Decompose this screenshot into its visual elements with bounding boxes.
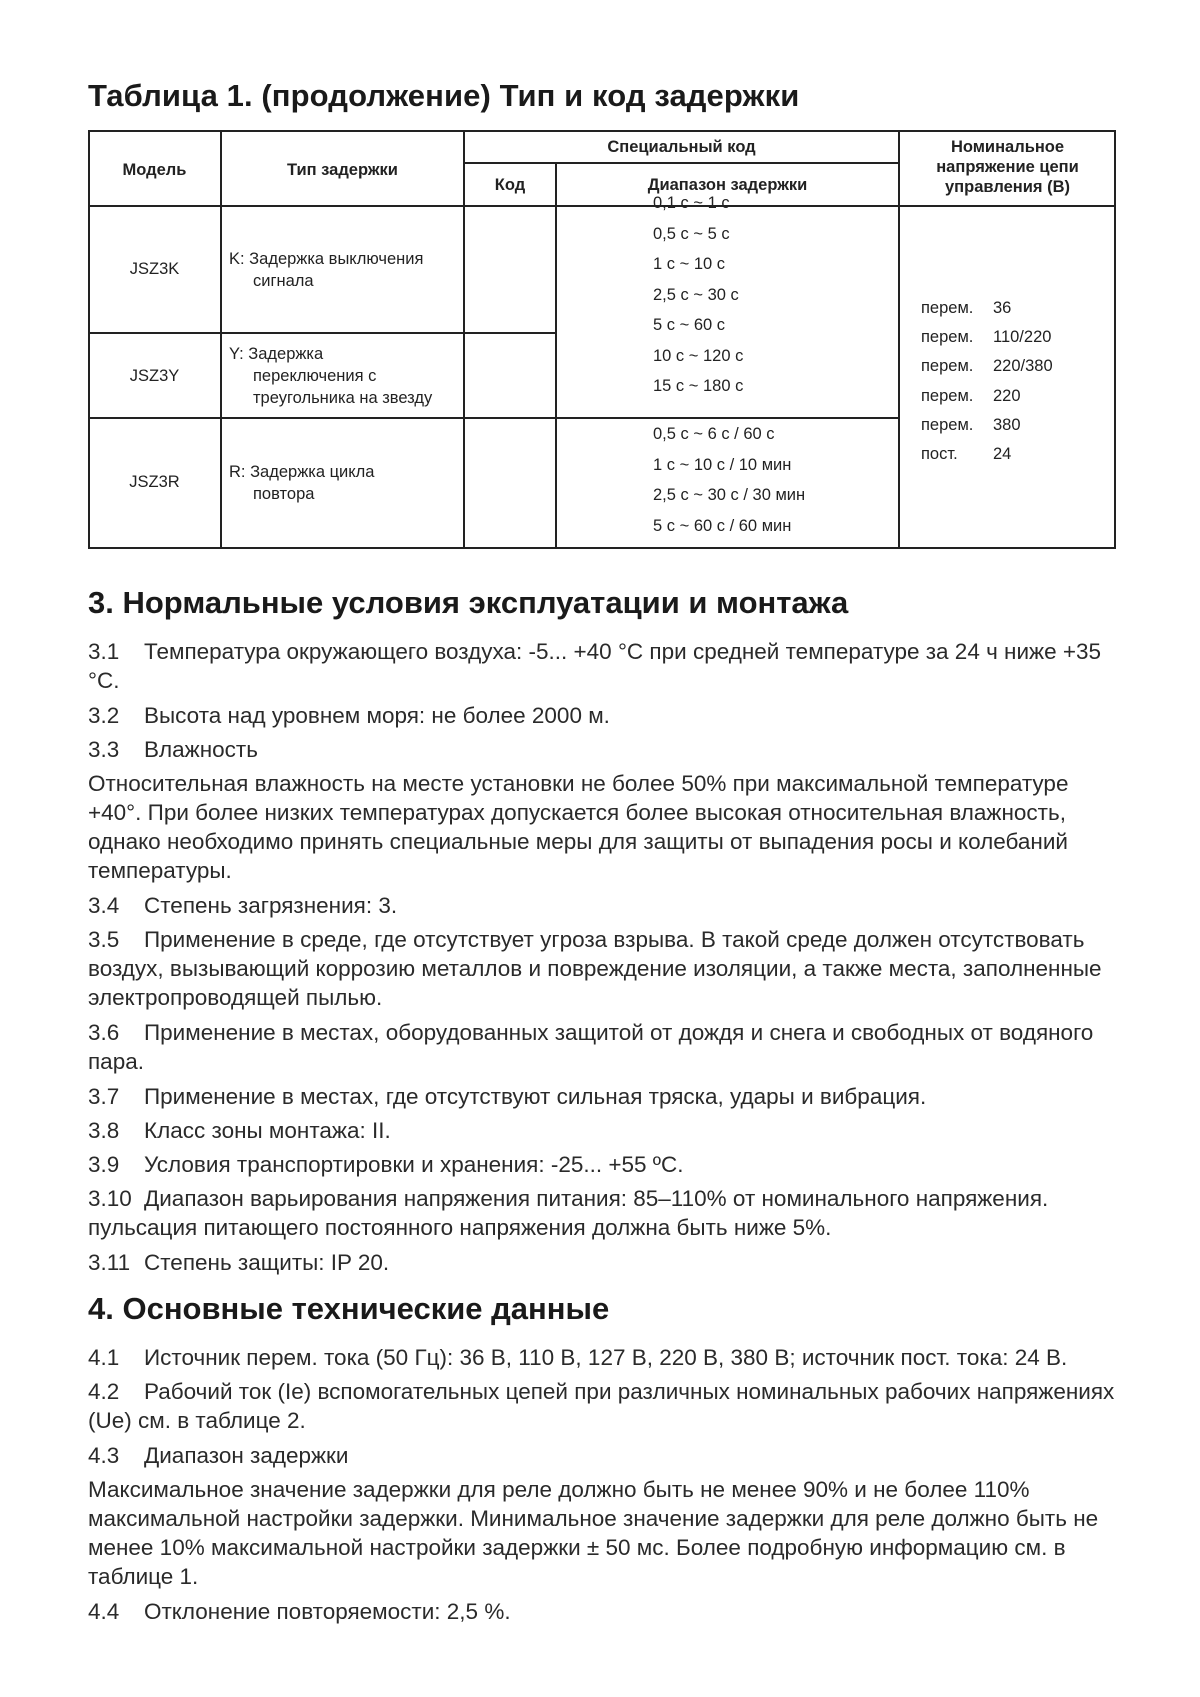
header-nominal-voltage-line: напряжение цепи <box>936 158 1079 176</box>
voltage-item <box>921 326 1053 355</box>
delay-range-list-r <box>653 423 805 545</box>
delay-range-value: 0,5 с ~ 5 с <box>653 224 730 243</box>
section4-title: 4. Основные технические данные <box>88 1291 610 1326</box>
item-number: 3.2 <box>88 703 120 728</box>
voltage-kind: перем. <box>921 357 974 376</box>
header-delay-range: Диапазон задержки <box>647 176 808 194</box>
paragraph-3-11 <box>88 1248 1118 1277</box>
item-text: Рабочий ток (Ie) вспомогательных цепей при различных номинальных рабочих напряжениях (Ue) см. в таблице 2. <box>88 1379 1115 1433</box>
item-number: 4.1 <box>88 1345 120 1370</box>
header-code: Код <box>494 176 526 194</box>
item-text: Диапазон задержки <box>144 1443 349 1468</box>
item-text: Источник перем. тока (50 Гц): 36 В, 110 В, 127 В, 220 В, 380 В; источник пост. тока: 24 В. <box>144 1345 1068 1370</box>
item-text: Отклонение повторяемости: 2,5 %. <box>144 1599 511 1624</box>
item-text: Высота над уровнем моря: не более 2000 м. <box>144 703 610 728</box>
section3-title: 3. Нормальные условия эксплуатации и монтажа <box>88 585 849 620</box>
item-text: Применение в местах, где отсутствуют сильная тряска, удары и вибрация. <box>144 1084 927 1109</box>
voltage-kind: перем. <box>921 299 974 317</box>
item-text: Применение в местах, оборудованных защитой от дождя и снега и свободных от водяного пара. <box>88 1020 1094 1074</box>
delay-type-line: K: Задержка выключения <box>229 250 424 268</box>
item-number: 3.6 <box>88 1020 120 1045</box>
model-cell: JSZ3R <box>129 473 180 491</box>
delay-type-cell <box>229 343 432 409</box>
header-nominal-voltage-line: управления (В) <box>945 178 1070 196</box>
delay-range-value: 0,1 с ~ 1 с <box>653 194 730 212</box>
voltage-value: 220 <box>993 386 1021 405</box>
header-model: Модель <box>122 161 187 179</box>
header-nominal-voltage <box>899 137 1116 197</box>
paragraph-3-6 <box>88 1018 1118 1076</box>
delay-range-value: 1 с ~ 10 с / 10 мин <box>653 455 792 474</box>
delay-type-line: сигнала <box>253 272 314 290</box>
item-text: Диапазон варьирования напряжения питания: 85–110% от номинального напряжения. пульсация питающего постоянного напряжения должна быть ниже 5%. <box>88 1186 1049 1240</box>
item-text: Условия транспортировки и хранения: -25... +55 ºС. <box>144 1152 684 1177</box>
paragraph-3-2 <box>88 701 1118 730</box>
delay-range-value: 2,5 с ~ 30 с / 30 мин <box>653 486 806 504</box>
item-text: Класс зоны монтажа: II. <box>144 1118 391 1143</box>
delay-range-value: 5 с ~ 60 с / 60 мин <box>653 516 792 535</box>
paragraph-3-4 <box>88 891 1118 920</box>
delay-type-cell <box>229 248 423 292</box>
item-number: 4.3 <box>88 1443 120 1468</box>
voltage-item <box>921 297 1053 326</box>
item-number: 3.4 <box>88 893 120 918</box>
voltage-kind: перем. <box>921 415 974 434</box>
voltage-item <box>921 414 1053 443</box>
delay-range-list <box>653 192 743 406</box>
voltage-item <box>921 355 1053 384</box>
voltage-value: 24 <box>993 444 1012 463</box>
paragraph-3-9 <box>88 1150 1118 1179</box>
delay-type-line: треугольника на звезду <box>253 389 433 407</box>
delay-type-line: R: Задержка цикла <box>229 463 375 481</box>
model-cell: JSZ3K <box>129 260 180 278</box>
paragraph-4-2 <box>88 1377 1118 1435</box>
paragraph-3-8 <box>88 1116 1118 1145</box>
item-text: Степень загрязнения: 3. <box>144 893 398 918</box>
item-number: 4.2 <box>88 1379 120 1404</box>
voltage-kind: перем. <box>921 328 974 347</box>
voltage-value: 220/380 <box>993 357 1053 376</box>
item-text: Применение в среде, где отсутствует угроза взрыва. В такой среде должен отсутствовать воздух, вызывающий коррозию металлов и повреждение изоляции, а также места, заполненные электропроводящей пылью. <box>88 927 1102 1010</box>
header-delay-type: Тип задержки <box>287 161 398 179</box>
header-special-code: Специальный код <box>607 138 756 156</box>
paragraph-4-1 <box>88 1343 1118 1372</box>
item-number: 3.8 <box>88 1118 120 1143</box>
item-text: Температура окружающего воздуха: -5... +40 °С при средней температуре за 24 ч ниже +35 °С. <box>88 639 1102 693</box>
item-number: 3.11 <box>88 1250 131 1275</box>
delay-range-value: 0,5 с ~ 6 с / 60 с <box>653 425 775 443</box>
delay-type-cell <box>229 461 374 505</box>
delay-type-line: переключения с <box>253 367 377 385</box>
model-cell: JSZ3Y <box>129 367 180 385</box>
item-text: Степень защиты: IP 20. <box>144 1250 390 1275</box>
delay-type-table <box>88 130 1116 549</box>
item-number: 3.1 <box>88 639 120 664</box>
delay-range-value: 2,5 с ~ 30 с <box>653 285 739 304</box>
item-number: 3.9 <box>88 1152 120 1177</box>
table-title: Таблица 1. (продолжение) Тип и код задержки <box>88 78 800 113</box>
delay-range-value: 1 с ~ 10 с <box>653 255 726 273</box>
voltage-kind: перем. <box>921 386 974 405</box>
paragraph-4-4 <box>88 1597 1118 1626</box>
voltage-kind: пост. <box>921 444 958 463</box>
paragraph-3-10 <box>88 1184 1118 1242</box>
voltage-list <box>921 297 1053 472</box>
voltage-value: 110/220 <box>993 328 1052 347</box>
item-number: 4.4 <box>88 1599 120 1624</box>
voltage-value: 380 <box>993 415 1021 434</box>
voltage-value: 36 <box>993 299 1012 317</box>
item-text: Относительная влажность на месте установки не более 50% при максимальной температуре +40°. При более низких температурах допускается более высокая относительная влажность, однако необходимо принять специальные меры для защиты от выпадения росы и колебаний температуры. <box>88 771 1069 883</box>
paragraph-3-7 <box>88 1082 1118 1111</box>
paragraph-delay-range <box>88 1475 1118 1591</box>
item-number: 3.3 <box>88 737 120 762</box>
voltage-item <box>921 385 1053 414</box>
item-text: Максимальное значение задержки для реле должно быть не менее 90% и не более 110% максимальной настройки задержки. Минимальное значение задержки для реле должно быть не менее 10% максимальной настройки задержки ± 50 мс. Более подробную информацию см. в таблице 1. <box>88 1477 1099 1589</box>
paragraph-4-3 <box>88 1441 1118 1470</box>
paragraph-humidity <box>88 769 1118 885</box>
delay-type-line: Y: Задержка <box>229 345 324 363</box>
paragraph-3-5 <box>88 925 1118 1012</box>
delay-range-value: 15 с ~ 180 с <box>653 377 744 395</box>
voltage-item <box>921 443 1053 472</box>
paragraph-3-1 <box>88 637 1118 695</box>
item-number: 3.10 <box>88 1186 132 1211</box>
delay-type-line: повтора <box>253 485 315 503</box>
item-number: 3.5 <box>88 927 120 952</box>
paragraph-3-3 <box>88 735 1118 764</box>
item-text: Влажность <box>144 737 258 762</box>
header-nominal-voltage-line: Номинальное <box>950 138 1065 156</box>
item-number: 3.7 <box>88 1084 120 1109</box>
delay-range-value: 10 с ~ 120 с <box>653 346 744 365</box>
delay-range-value: 5 с ~ 60 с <box>653 316 726 334</box>
